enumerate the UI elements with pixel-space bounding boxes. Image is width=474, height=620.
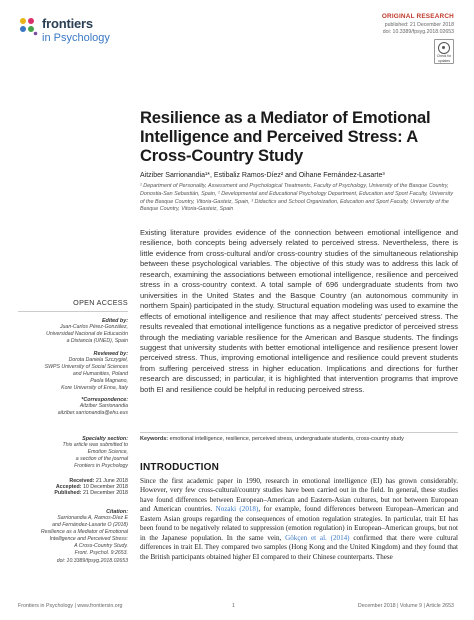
abstract: Existing literature provides evidence of the connection between emotional intelligence and resilience, both concepts being adversely related to perceived stress. Nevertheless, there is little evidence from cross-cultural and/or cross-country studies of the simultaneous relationship between these psychological variables. The objective of this study was to address this lack of research, examining the associations between emotional intelligence, resilience and perceived stress in a cross-country context. A total sample of 696 undergraduate students from two universities in the United States and the Basque Country (an autonomous community in northern Spain) participated in the study. Structural equation modeling was used to examine the effects of emotional intelligence and resilience that may affect students’ perceived stress. The results revealed that emotional intelligence functions as a negative predictor of perceived stress through the mediating variable resilience for the American and Basque students. The findings suggest that university students with better emotional intelligence and resilience present lower perceived stress. Thus, improving emotional intelligence and resilience could prevent students from suffering perceived stress in higher education. Implications and directions for further research are discussed; in particular, it is highlighted that intervention programs that improve both EI and resilience could be helpful in reducing perceived stress. xyxy=(140,228,458,394)
journal-name: in Psychology xyxy=(42,32,110,44)
keywords-divider xyxy=(140,432,458,433)
specialty-line: Frontiers in Psychology xyxy=(74,463,128,470)
author-list: Aitziber Sarrionandia¹*, Estibaliz Ramos-Díez² and Oihane Fernández-Lasarte³ xyxy=(140,172,385,179)
page-number: 1 xyxy=(232,603,235,609)
citation-link[interactable]: Nozaki (2018) xyxy=(215,505,259,514)
citation-section xyxy=(18,509,128,565)
journal-logo xyxy=(18,14,158,50)
citation-line: Sarrionandia A, Ramos-Díez E xyxy=(57,515,128,521)
received-label: Received: xyxy=(69,478,95,484)
published-date: published: 21 December 2018 xyxy=(384,22,454,28)
citation-line: and Fernández-Lasarte O (2018) xyxy=(52,522,128,529)
footer-volume: December 2018 | Volume 9 | Article 2653 xyxy=(357,603,454,609)
intro-text: confirmed that there were cultural differences in trait EI. They compared two samples (Hong Kong and the United Kingdom) and they found that the British participants obtained higher EI compared to their Chinese counterparts. These xyxy=(140,533,459,561)
article-title: Resilience as a Mediator of Emotional Intelligence and Perceived Stress: A Cross-Country Study xyxy=(140,108,431,165)
edited-by-section xyxy=(18,318,128,345)
frontiers-logo-icon xyxy=(18,16,38,36)
specialty-section xyxy=(18,436,128,470)
citation-link[interactable]: Gökçen et al. (2014) xyxy=(285,533,350,542)
accepted-date: 10 December 2018 xyxy=(82,484,128,490)
received-date: 21 June 2018 xyxy=(95,478,128,484)
correspondence-name: Aitziber Sarrionandia xyxy=(79,403,128,409)
citation-line: Intelligence and Perceived Stress: xyxy=(49,536,128,543)
citation-line[interactable]: doi: 10.3389/fpsyg.2018.02653 xyxy=(56,557,128,564)
reviewed-by-section xyxy=(18,351,128,392)
citation-line: Resilience as a Mediator of Emotional xyxy=(40,529,128,536)
editor-line: Universidad Nacional de Educación xyxy=(46,331,128,338)
updates-line2: updates xyxy=(437,58,451,63)
brand-name: frontiers xyxy=(42,16,93,31)
reviewer-line: Kore University of Enna, Italy xyxy=(61,385,128,392)
reviewer-line: and Humanities, Poland xyxy=(72,371,128,378)
updates-line1: Check for xyxy=(436,54,452,58)
introduction-heading: INTRODUCTION xyxy=(140,462,220,473)
edited-by-label: Edited by: xyxy=(101,318,128,324)
open-access-divider xyxy=(18,311,128,312)
intro-text: Since the first academic paper in 1990, research in emotional intelligence (EI) has grown considerably. However, very few cross-cultural/country studies have been carried out in the field. In general, these studies have found differences between European–American and Eastern-Asian cultures, but not between European and American countries. xyxy=(140,477,458,514)
crossmark-icon xyxy=(438,42,450,54)
introduction-body: Since the first academic paper in 1990, research in emotional intelligence (EI) has grown considerably. However, very few cross-cultural/country studies have been carried out in the field. In general, these studies have found differences between European–American and Eastern-Asian cultures, but not between European and American countries. Nozaki (2018), for example, found differences between European–American and Eastern Asian groups regarding the consequences of emotion regulation strategies. In particular, trait EI has been found to be negatively related to suppression (emotion regulation) in European–American groups, but not in the Japanese population. In the same vein, Gökçen et al. (2014) confirmed that there were cultural differences in trait EI. They compared two samples (Hong Kong and the United Kingdom) and they found that the British participants obtained higher EI compared to their Chinese counterparts. These xyxy=(140,477,459,561)
reviewer-line: Paola Magnano, xyxy=(90,378,128,385)
correspondence-label: *Correspondence: xyxy=(81,397,128,403)
open-access-label: OPEN ACCESS xyxy=(73,298,128,307)
accepted-label: Accepted: xyxy=(55,484,82,490)
article-type: ORIGINAL RESEARCH xyxy=(381,13,454,20)
sidebar-published-date: 21 December 2018 xyxy=(82,490,128,496)
specialty-line: Emotion Science, xyxy=(87,449,128,456)
correspondence-email[interactable]: aitziber.sarrionandia@ehu.eus xyxy=(57,410,128,417)
reviewer-line: SWPS University of Social Sciences xyxy=(44,364,128,371)
published-label: Published: xyxy=(54,490,82,496)
specialty-label: Specialty section: xyxy=(82,436,128,442)
reviewer-line: Dorota Daniela Szczygieł, xyxy=(68,357,128,363)
keywords-label: Keywords: xyxy=(140,436,169,442)
keywords-text: emotional intelligence, resilience, perceived stress, undergraduate students, cross-country study xyxy=(169,436,404,442)
affiliations: ¹ Department of Personality, Assessment and Psychological Treatments, Faculty of Psychology, University of the Basque Country, Donostia-San Sebastián, Spain, ² Developmental and Educational Psychology Department, Education and Sport Faculty, University of the Basque Country, Vitoria-Gasteiz, Spain, ³ Didactics and School Organization, Education and Sport Faculty, University of the Basque Country, Vitoria-Gasteiz, Spain xyxy=(140,183,454,213)
specialty-line: This article was submitted to xyxy=(62,442,128,448)
correspondence-section xyxy=(18,397,128,417)
keywords xyxy=(140,436,458,442)
published-row xyxy=(18,490,128,496)
specialty-line: a section of the journal xyxy=(75,456,128,463)
intro-text: for example, found differences between European–American and Eastern Asian groups regarding the consequences of emotion regulation strategies. In particular, trait EI has been found to be negatively related to suppression (emotion regulation) in European–American groups, but not in the Japanese population. In the same vein, xyxy=(140,505,459,542)
dates-section xyxy=(18,478,128,496)
editor-line: Juan-Carlos Pérez-González, xyxy=(59,324,128,330)
reviewed-by-label: Reviewed by: xyxy=(93,351,128,357)
footer-journal-link[interactable]: Frontiers in Psychology | www.frontiersin.org xyxy=(18,603,123,609)
citation-line: A Cross-Country Study. xyxy=(74,543,128,550)
check-updates-button[interactable] xyxy=(434,39,454,64)
citation-label: Citation: xyxy=(106,509,128,515)
doi-link[interactable]: doi: 10.3389/fpsyg.2018.02653 xyxy=(382,29,454,35)
editor-line: a Distancia (UNED), Spain xyxy=(66,338,128,345)
citation-line: Front. Psychol. 9:2653. xyxy=(74,550,128,557)
